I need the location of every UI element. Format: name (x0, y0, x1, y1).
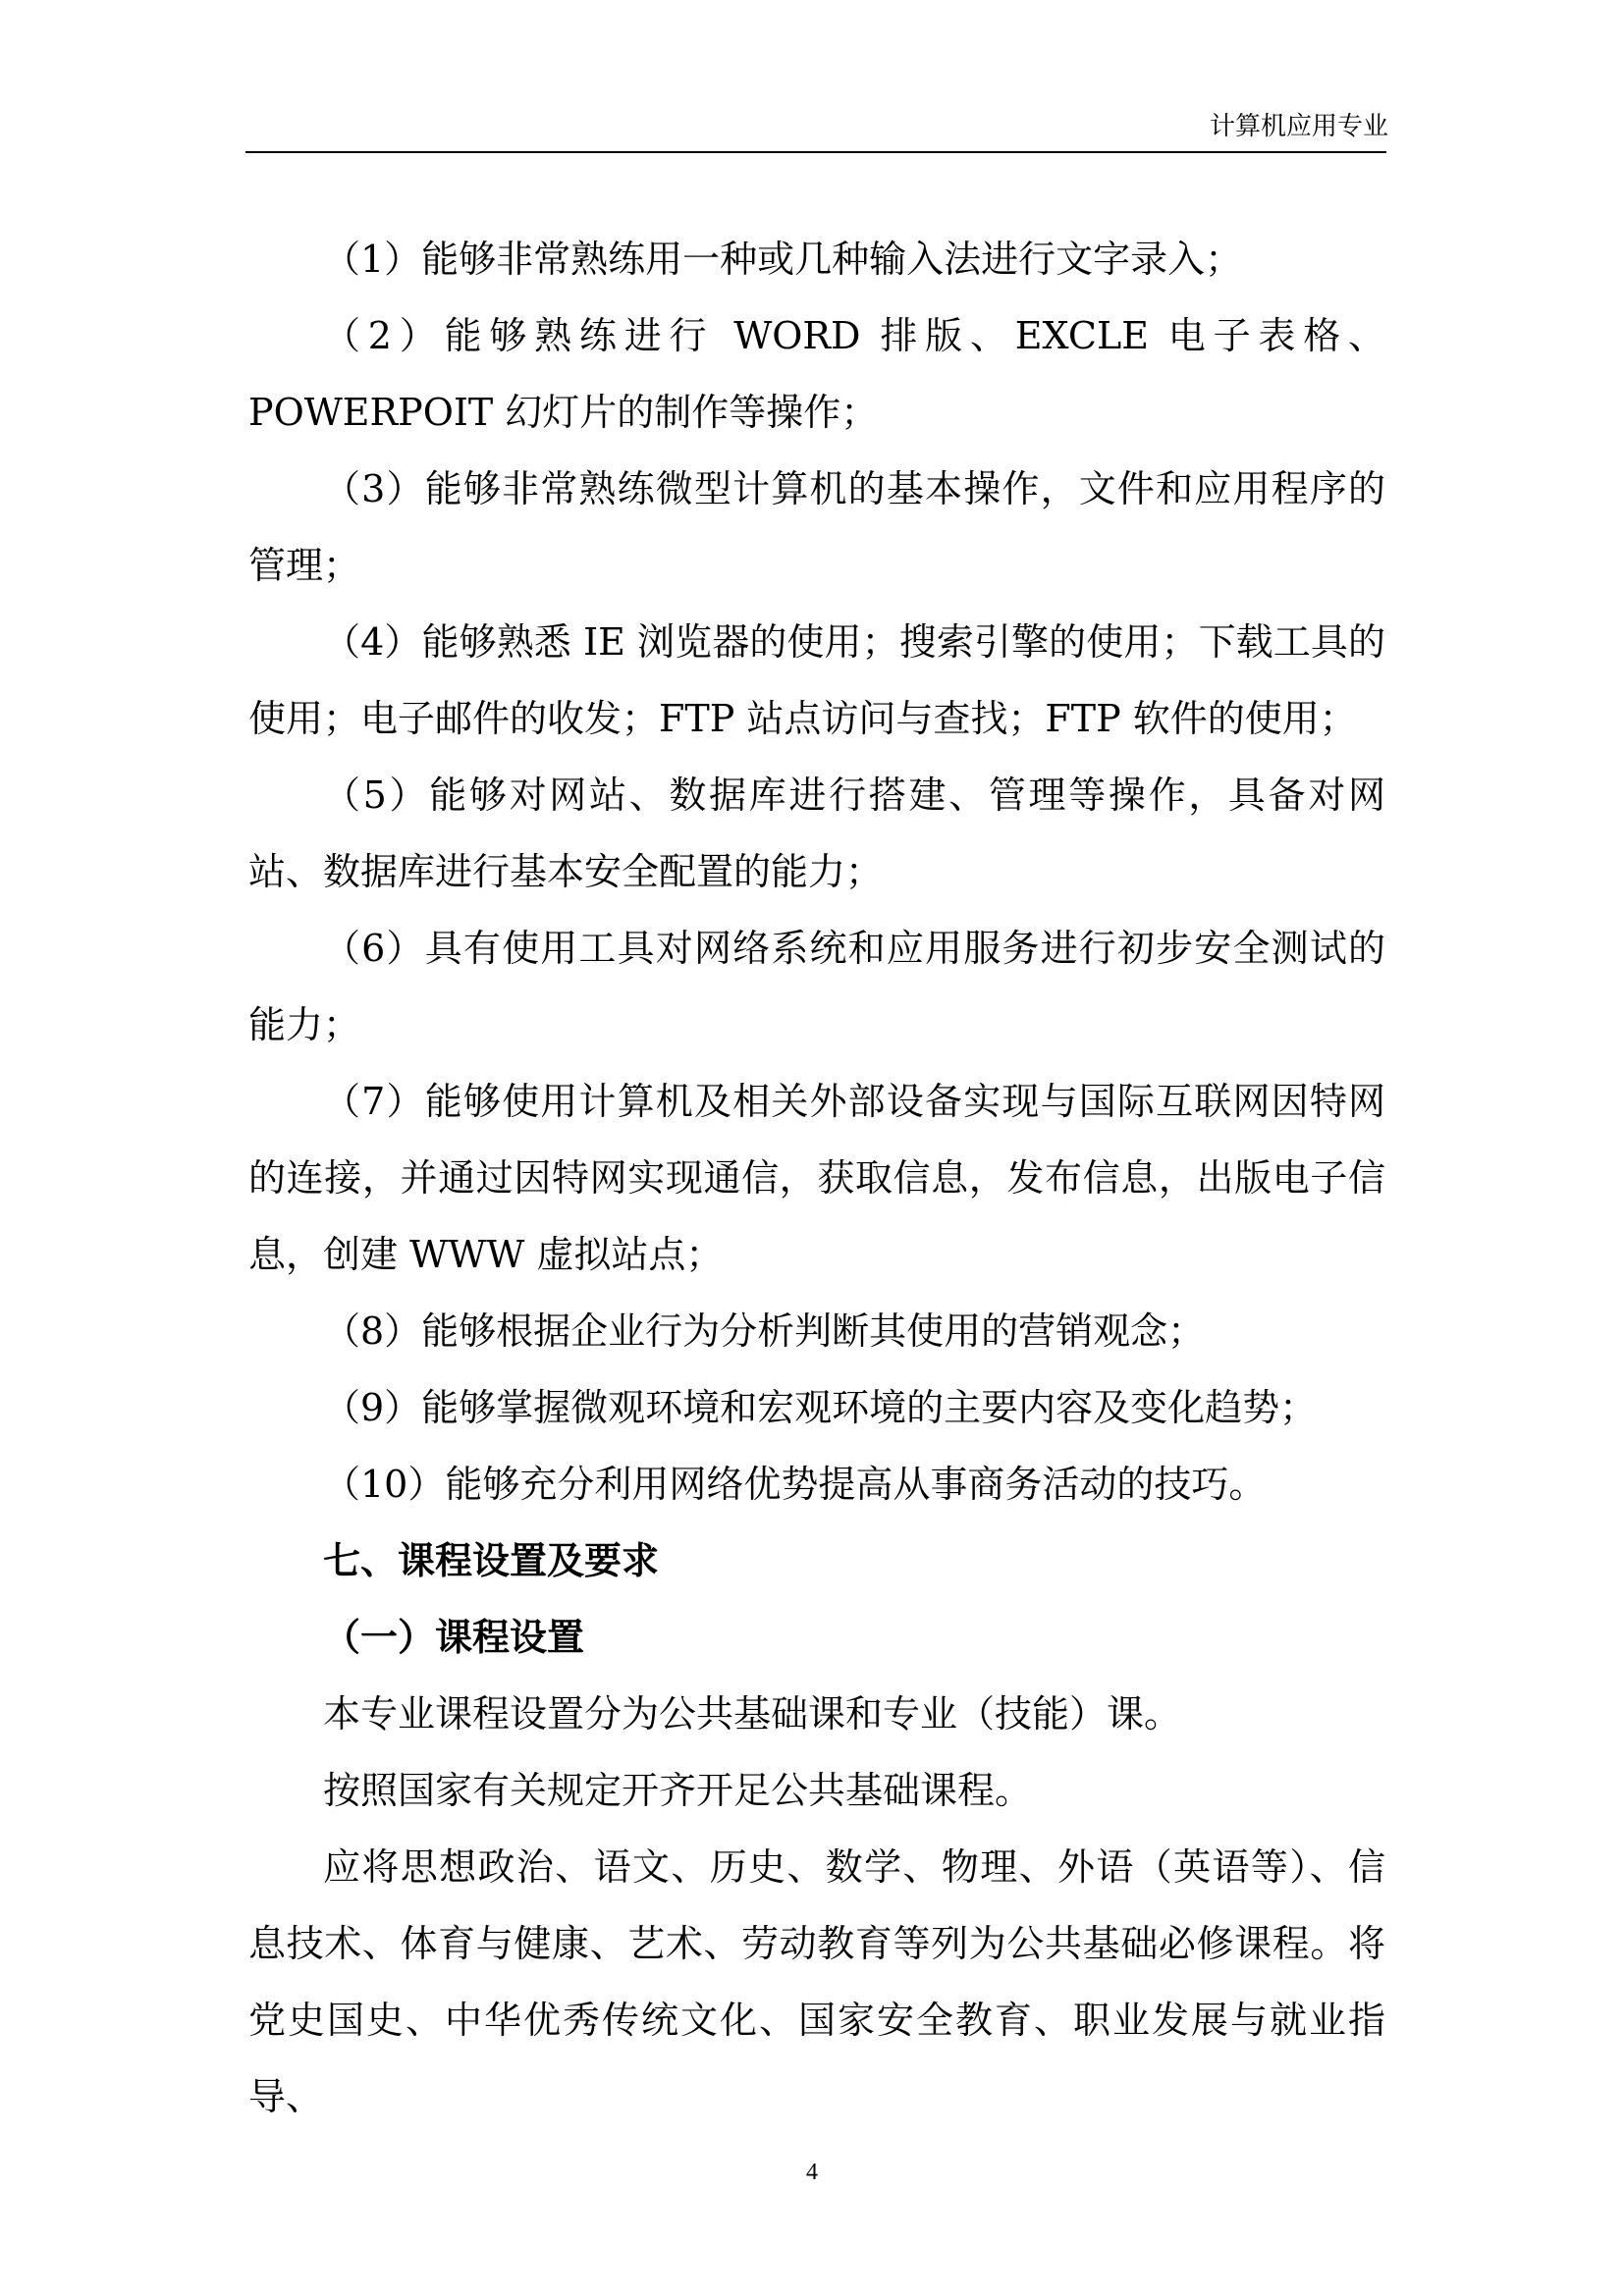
ability-item-2: （2）能够熟练进行 WORD 排版、EXCLE 电子表格、POWERPOIT 幻灯片的制作等操作； (248, 314, 1385, 434)
ability-item-7: （7）能够使用计算机及相关外部设备实现与国际互联网因特网的连接，并通过因特网实现通信，获取信息，发布信息，出版电子信息，创建 WWW 虚拟站点； (248, 1080, 1385, 1276)
course-paragraph-3: 应将思想政治、语文、历史、数学、物理、外语（英语等）、信息技术、体育与健康、艺术、劳动教育等列为公共基础必修课程。将党史国史、中华优秀传统文化、国家安全教育、职业发展与就业指导、 (248, 1845, 1385, 2118)
course-paragraph-2: 按照国家有关规定开齐开足公共基础课程。 (323, 1769, 1033, 1812)
header-divider (245, 151, 1386, 153)
ability-item-3: （3）能够非常熟练微型计算机的基本操作，文件和应用程序的管理； (248, 467, 1385, 587)
ability-item-1: （1）能够非常熟练用一种或几种输入法进行文字录入； (323, 238, 1243, 281)
ability-item-4: （4）能够熟悉 IE 浏览器的使用；搜索引擎的使用；下载工具的使用；电子邮件的收发；FTP 站点访问与查找；FTP 软件的使用； (248, 620, 1385, 740)
ability-item-8: （8）能够根据企业行为分析判断其使用的营销观念； (323, 1309, 1206, 1353)
page-number: 4 (806, 2160, 818, 2185)
ability-item-5: （5）能够对网站、数据库进行搭建、管理等操作，具备对网站、数据库进行基本安全配置的能力； (248, 774, 1385, 893)
document-body (248, 221, 1385, 2135)
section-subheading: （一）课程设置 (323, 1616, 585, 1659)
ability-item-10: （10）能够充分利用网络优势提高从事商务活动的技巧。 (323, 1463, 1267, 1506)
course-paragraph-1: 本专业课程设置分为公共基础课和专业（技能）课。 (323, 1692, 1182, 1735)
section-heading: 七、课程设置及要求 (323, 1539, 660, 1582)
ability-item-9: （9）能够掌握微观环境和宏观环境的主要内容及变化趋势； (323, 1386, 1318, 1429)
ability-item-6: （6）具有使用工具对网络系统和应用服务进行初步安全测试的能力； (248, 927, 1385, 1046)
running-header: 计算机应用专业 (1209, 112, 1388, 141)
